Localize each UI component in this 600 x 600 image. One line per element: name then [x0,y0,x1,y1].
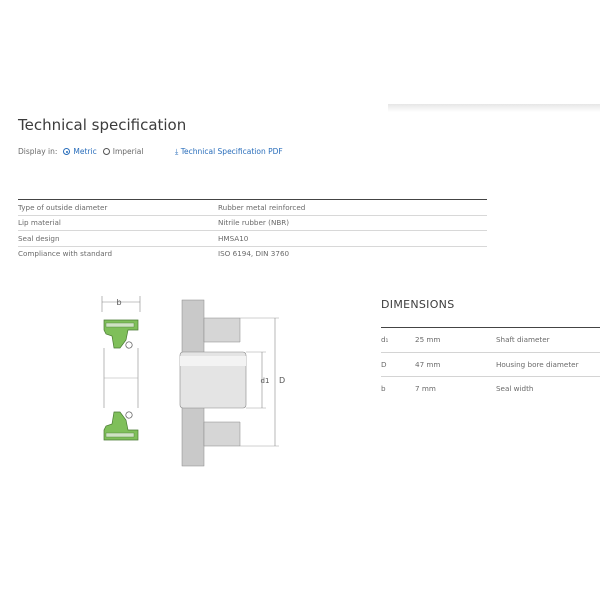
dimension-desc: Seal width [496,384,534,394]
dimension-value: 47 mm [415,359,441,369]
dimension-desc: Shaft diameter [496,335,550,345]
top-bar-shadow [388,104,600,112]
dimension-row [381,376,600,401]
spec-row [18,215,487,231]
imperial-label[interactable]: Imperial [112,147,144,156]
spec-key: Seal design [18,233,60,243]
dimension-value: 7 mm [415,384,436,394]
pdf-link-label[interactable]: Technical Specification PDF [180,147,283,156]
spec-row [18,230,487,246]
seal-diagram [90,290,290,470]
seal-section-bottom [104,412,138,440]
spec-table [18,199,487,261]
dimension-desc: Housing bore diameter [496,359,579,369]
spec-row [18,246,487,262]
dimension-symbol: d₁ [381,335,389,345]
spec-key: Lip material [18,218,61,228]
shaft [180,352,246,408]
download-icon: ⤓ [175,147,179,156]
spec-key: Type of outside diameter [18,202,108,212]
metric-radio[interactable] [63,148,70,155]
dimension-symbol: b [381,384,386,394]
spec-value: HMSA10 [218,233,249,243]
page-title: Technical specification [18,116,187,134]
unit-selector [18,147,143,156]
pdf-download-link[interactable] [175,147,283,157]
spec-value: Nitrile rubber (NBR) [218,218,290,228]
spec-key: Compliance with standard [18,249,113,259]
spec-row [18,199,487,215]
spec-value: Rubber metal reinforced [218,202,306,212]
spec-value: ISO 6194, DIN 3760 [218,249,290,259]
seal-section-top [104,320,138,348]
imperial-radio[interactable] [103,148,110,155]
dimension-row [381,352,600,377]
label-D: D [279,376,286,385]
dimensions-table [381,327,600,401]
dimension-symbol: D [381,359,387,369]
metric-label[interactable]: Metric [73,147,97,156]
label-d1: d1 [260,377,270,385]
dimensions-title: DIMENSIONS [381,298,455,311]
dimension-value: 25 mm [415,335,441,345]
label-b: b [116,298,122,307]
dimension-row [381,327,600,352]
display-label: Display in: [18,147,58,156]
